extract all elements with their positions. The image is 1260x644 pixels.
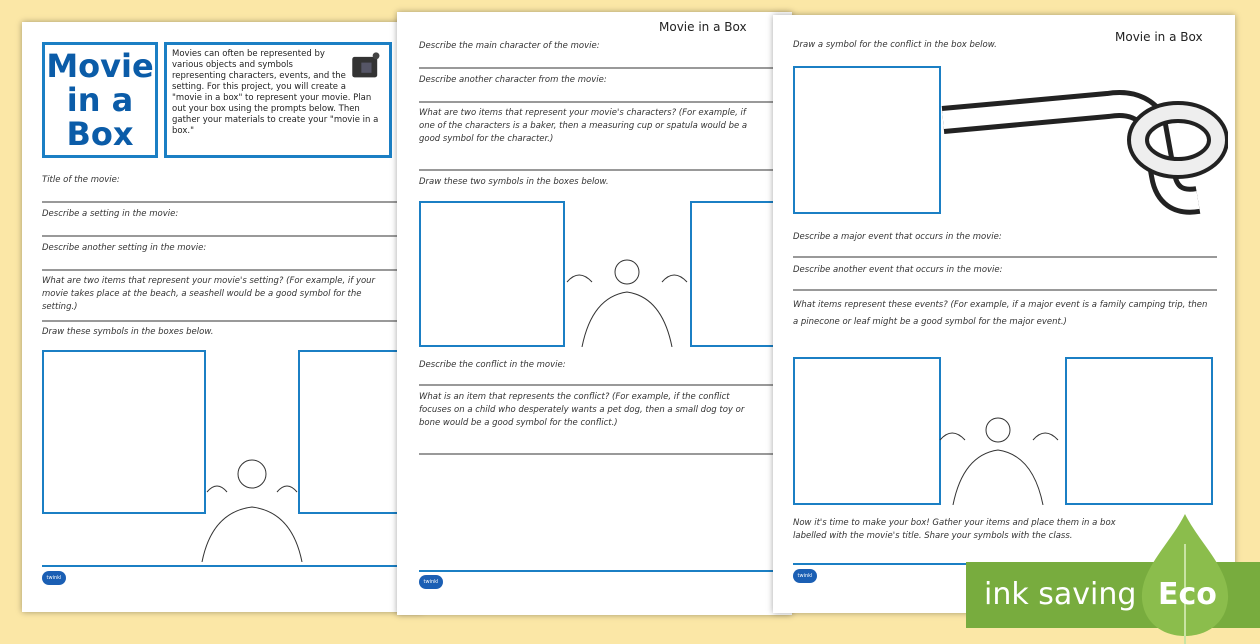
twinkl-logo: twinkl [793,569,817,583]
worksheet-page-1 [22,22,422,612]
film-strip-illustration [938,80,1228,215]
page-header: Movie in a Box [1115,30,1203,44]
worksheet-title: Movie in a Box [42,42,158,158]
prompt-another-event: Describe another event that occurs in the movie: [793,265,1003,275]
prompt-main-character: Describe the main character of the movie: [419,41,600,51]
prompt-make-box: Now it's time to make your box! Gather your items and place them in a box labelled with the movie's title. Share your symbols with the class. [793,518,1116,541]
page-header: Movie in a Box [659,20,747,34]
conflict-drawing-box[interactable] [793,66,941,214]
audience-illustration [938,405,1068,505]
prompt-title: Title of the movie: [42,175,120,185]
intro-text [164,42,392,158]
prompt-character-items: What are two items that represent your movie's characters? (For example, if one of the characters is a baker, then a measuring cup or spatula would be a good symbol for the character.) [419,108,748,144]
prompt-draw-two-symbols: Draw these two symbols in the boxes below. [419,177,609,187]
worksheet-page-2 [397,12,792,615]
intro-paragraph: Movies can often be represented by various objects and symbols representing characters, events, and the setting. For this project, you will create a "movie in a box" to represent your movie. Plan out your box using the prompts below. Then gather your materials to create your "movie in a box." [172,49,379,136]
twinkl-logo: twinkl [419,575,443,589]
prompt-setting: Describe a setting in the movie: [42,209,179,219]
prompt-major-event: Describe a major event that occurs in the movie: [793,232,1002,242]
ink-saving-label: ink saving [984,577,1137,612]
twinkl-logo: twinkl [42,571,66,585]
prompt-setting-items: What are two items that represent your movie's setting? (For example, if your movie takes place at the beach, a seashell would be a good symbol for the setting.) [42,276,376,312]
drawing-box-2[interactable] [1065,357,1213,505]
eco-label: Eco [1158,577,1217,612]
prompt-draw-conflict: Draw a symbol for the conflict in the box below. [793,40,997,50]
audience-illustration [172,452,332,562]
prompt-conflict: Describe the conflict in the movie: [419,360,566,370]
prompt-event-items: What items represent these events? (For example, if a major event is a family camping trip, then a pinecone or leaf might be a good symbol for the major event.) [793,300,1208,327]
prompt-conflict-item: What is an item that represents the conflict? (For example, if the conflict focuses on a child who desperately wants a pet dog, then a small dog toy or bone would be a good symbol for the conflict.) [419,392,745,428]
prompt-draw-symbols: Draw these symbols in the boxes below. [42,327,214,337]
drawing-box-1[interactable] [419,201,565,347]
prompt-another-character: Describe another character from the movie: [419,75,607,85]
drawing-box-1[interactable] [793,357,941,505]
audience-illustration [562,247,692,347]
prompt-another-setting: Describe another setting in the movie: [42,243,207,253]
projector-icon [350,49,384,83]
